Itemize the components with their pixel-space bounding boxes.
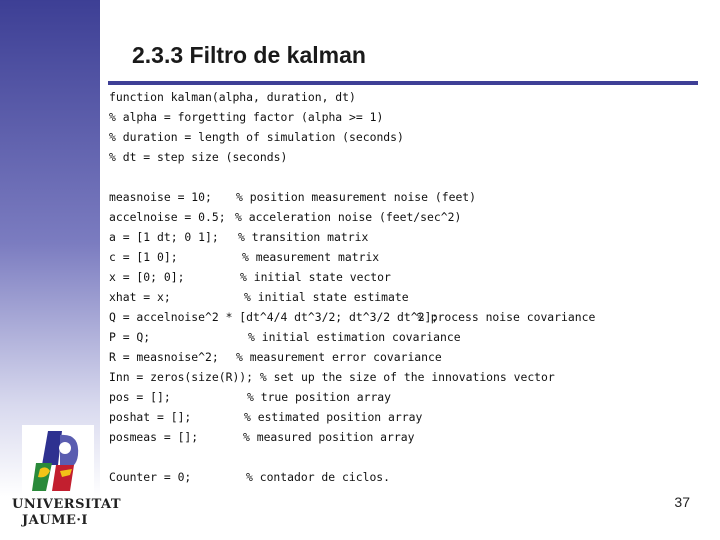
code-comment: % process noise covariance (417, 310, 596, 324)
code-line (109, 328, 461, 346)
code-comment: % measurement error covariance (236, 350, 442, 364)
code-line (109, 228, 369, 246)
code-line (109, 388, 392, 406)
code-text: Q = accelnoise^2 * [dt^4/4 dt^3/2; dt^3/2 dt^2]; (109, 310, 439, 324)
code-comment: % transition matrix (238, 230, 369, 244)
code-line (109, 148, 287, 166)
code-text: x = [0; 0]; (109, 270, 185, 284)
code-comment: % true position array (247, 390, 392, 404)
code-text: a = [1 dt; 0 1]; (109, 230, 219, 244)
code-comment: % acceleration noise (feet/sec^2) (235, 210, 462, 224)
code-comment: % measurement matrix (242, 250, 380, 264)
code-comment: % contador de ciclos. (246, 470, 391, 484)
code-text: measnoise = 10; (109, 190, 212, 204)
code-text: poshat = []; (109, 410, 192, 424)
code-line (109, 108, 383, 126)
code-text: P = Q; (109, 330, 151, 344)
code-line (109, 428, 415, 446)
code-text: pos = []; (109, 390, 171, 404)
code-comment: % position measurement noise (feet) (236, 190, 477, 204)
code-line (109, 348, 442, 366)
code-line (109, 188, 477, 206)
university-logo-icon (22, 425, 94, 495)
page-number: 37 (674, 494, 690, 510)
code-text: R = measnoise^2; (109, 350, 219, 364)
slide-title: 2.3.3 Filtro de kalman (132, 42, 366, 68)
code-text: accelnoise = 0.5; (109, 210, 226, 224)
code-text: Inn = zeros(size(R)); % set up the size of the innovations vector (109, 370, 555, 384)
code-comment: % initial state estimate (244, 290, 409, 304)
code-text: c = [1 0]; (109, 250, 178, 264)
code-line (109, 208, 462, 226)
code-comment: % estimated position array (244, 410, 423, 424)
code-line (109, 468, 391, 486)
code-comment: % measured position array (243, 430, 415, 444)
code-line (109, 248, 380, 266)
code-text: xhat = x; (109, 290, 171, 304)
code-line (109, 308, 596, 326)
code-text: % alpha = forgetting factor (alpha >= 1) (109, 110, 384, 124)
code-comment: % initial state vector (240, 270, 391, 284)
title-underline (108, 81, 698, 85)
code-text: % dt = step size (seconds) (109, 150, 288, 164)
code-line (109, 128, 404, 146)
code-line (109, 408, 423, 426)
code-text: function kalman(alpha, duration, dt) (109, 90, 356, 104)
university-name-line1: UNIVERSITAT (12, 497, 122, 512)
code-line (109, 288, 409, 306)
code-line (109, 268, 391, 286)
code-line (109, 88, 356, 106)
university-name-line2: JAUME·I (22, 513, 88, 528)
code-text: % duration = length of simulation (seconds) (109, 130, 404, 144)
code-text: Counter = 0; (109, 470, 192, 484)
code-text: posmeas = []; (109, 430, 199, 444)
code-line (109, 368, 555, 386)
code-comment: % initial estimation covariance (248, 330, 461, 344)
